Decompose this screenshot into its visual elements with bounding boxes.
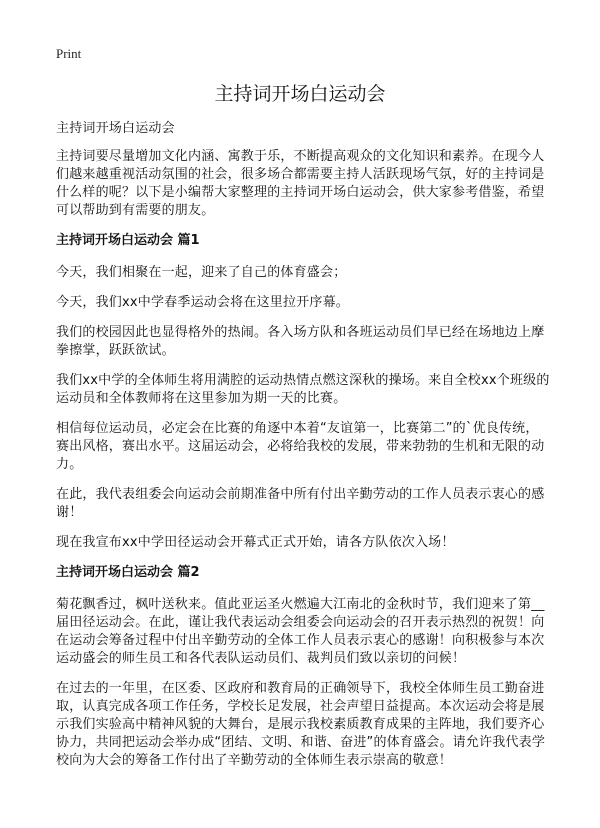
section-heading-2: 主持词开场白运动会 篇2 — [56, 565, 200, 580]
paragraph: 现在我宣布xx中学田径运动会开幕式正式开始，请各方队依次入场！ — [56, 535, 455, 550]
paragraph: 相信每位运动员，必定会在比赛的角逐中本着“友谊第一，比赛第二”的`优良传统，赛出风格，赛出水平。这届运动会，必将给我校的发展，带来勃勃的生机和无限的动力。 — [56, 421, 545, 472]
paragraph: 我们的校园因此也显得格外的热闹。各入场方队和各班运动员们早已经在场地边上摩拳擦掌，跃跃欲试。 — [56, 325, 545, 358]
section-heading-1: 主持词开场白运动会 篇1 — [56, 233, 200, 248]
page-title: 主持词开场白运动会 — [214, 83, 386, 105]
paragraph: 今天，我们xx中学春季运动会将在这里拉开序幕。 — [56, 295, 349, 310]
paragraph: 我们xx中学的全体师生将用满腔的运动热情点燃这深秋的操场。来自全校xx个班级的运动员和全体教师将在这里参加为期一天的比赛。 — [56, 373, 550, 406]
paragraph: 在此，我代表组委会向运动会前期准备中所有付出辛勤劳动的工作人员表示衷心的感谢！ — [56, 487, 545, 520]
document-body — [56, 120, 550, 782]
paragraph: 菊花飘香过，枫叶送秋来。值此亚运圣火燃遍大江南北的金秋时节，我们迎来了第__届田径运动会。在此，谨让我代表运动会组委会向运动会的召开表示热烈的祝贺！向在运动会筹备过程中付出辛勤劳动的全体工作人员表示衷心的感谢！向积极参与本次运动盛会的师生员工和各代表队运动员们、裁判员们致以亲切的问候！ — [56, 597, 545, 666]
document-subtitle: 主持词开场白运动会 — [56, 121, 175, 136]
paragraph: 在过去的一年里，在区委、区政府和教育局的正确领导下，我校全体师生员工勤奋进取，认真完成各项工作任务，学校长足发展，社会声望日益提高。本次运动会将是展示我们实验高中精神风貌的大舞台，是展示我校素质教育成果的主阵地，我们要齐心协力，共同把运动会举办成“团结、文明、和谐、奋进”的体育盛会。请允许我代表学校向为大会的筹备工作付出了辛勤劳动的全体师生表示崇高的敬意！ — [56, 681, 546, 768]
intro-paragraph: 主持词要尽量增加文化内涵、寓教于乐，不断提高观众的文化知识和素养。在现今人们越来越重视活动氛围的社会，很多场合都需要主持人活跃现场气氛，好的主持词是什么样的呢？以下是小编帮大家整理的主持词开场白运动会，供大家参考借鉴，希望可以帮助到有需要的朋友。 — [56, 149, 545, 218]
print-link[interactable]: Print — [56, 46, 82, 61]
paragraph: 今天，我们相聚在一起，迎来了自己的体育盛会； — [56, 265, 347, 280]
